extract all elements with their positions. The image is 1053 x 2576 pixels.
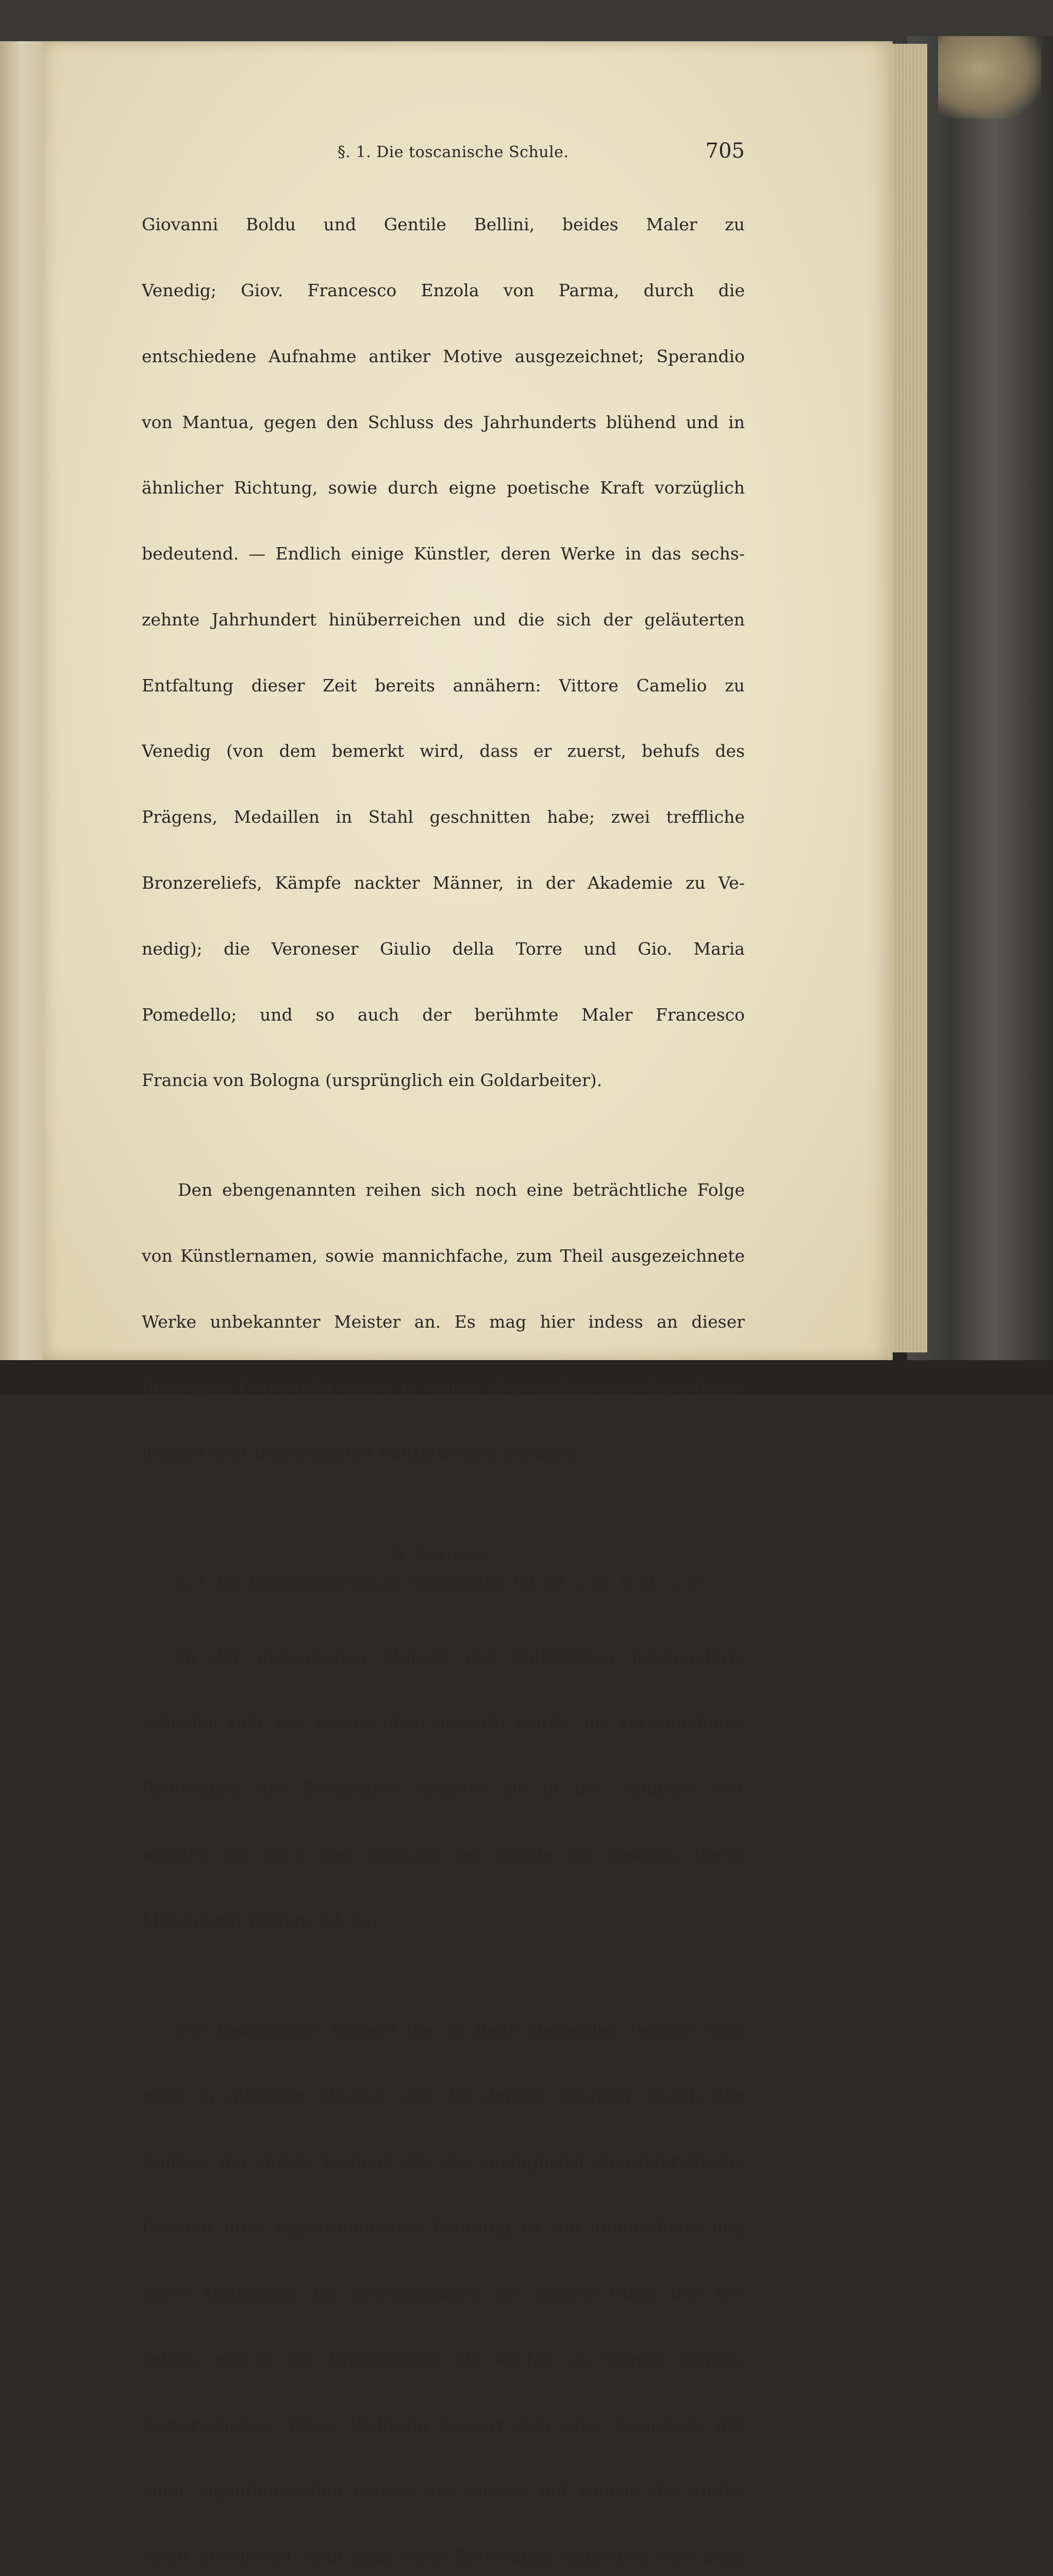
book-cover	[907, 36, 1053, 1360]
text-line: wenden uns auch hier zunächst der Schule von Toscana, deren	[142, 1844, 745, 1865]
text-line: von Mantua, gegen den Schluss des Jahrhunderts blühend und in	[142, 412, 745, 432]
text-line: nicht in gleichem Maasse, wie die dortige Sculptur, durch den	[142, 2086, 745, 2106]
text-line: einer eigenthümlichen Grösse des Sinnes, auf welche die Antike	[142, 2480, 745, 2501]
page-edge-stack	[891, 44, 927, 1352]
text-line: bedeutend. — Endlich einige Künstler, deren Werke in das sechs-	[142, 544, 745, 564]
text-line: Pomedello; und so auch der berühmte Maler Francesco	[142, 1004, 745, 1025]
running-title: §. 1. Die toscanische Schule.	[338, 143, 569, 161]
text-line: Element ihrer eigenthümlichen Richtung ist die unmittelbare und	[142, 2217, 745, 2238]
text-line: ähnlicher Richtung, sowie durch eigne poetische Kraft vorzüglich	[142, 478, 745, 498]
paragraph-4	[142, 1975, 745, 2576]
text-line: Giovanni Boldu und Gentile Bellini, beides Maler zu	[142, 214, 745, 235]
text-line: Mittelpunkt Florenz ist, zu.	[142, 1910, 377, 1930]
text-line: Bronzereliefs, Kämpfe nackter Männer, in der Akademie zu Ve-	[142, 873, 745, 893]
section-heading: B. Malerei.	[391, 1546, 495, 1567]
page-content	[142, 139, 745, 2576]
paragraph-2	[142, 1136, 745, 1509]
text-line: Die toscanische Malerei der in Rede stehenden Periode wird	[178, 2020, 745, 2040]
text-line: zehnte Jahrhundert hinüberreichen und die sich der geläuterten	[142, 609, 745, 630]
page-number: 705	[705, 139, 745, 163]
text-line: Prägens, Medaillen in Stahl geschnitten habe; zwei treffliche	[142, 807, 745, 827]
text-line: Venedig; Giov. Francesco Enzola von Parma, durch die	[142, 280, 745, 300]
text-line: setzen, welche der Erscheinung, als solcher, zu Grunde liegen),	[142, 2349, 745, 2369]
text-line: Einfluss der Antike bedingt. Als das vorzüglichst charakteristische	[142, 2151, 745, 2172]
text-line: von Künstlernamen, sowie mannichfache, zum Theil ausgezeichnete	[142, 1246, 745, 1266]
text-line: flüchtigen Uebersicht eines, in seiner abgeschlossenen Eigenthüm-	[142, 1377, 745, 1398]
text-line: nedig); die Veroneser Giulio della Torre und Gio. Maria	[142, 938, 745, 959]
paragraph-3	[142, 1602, 745, 1975]
text-line: In der italienischen Malerei des fünfzehnten Jahrhunderts	[178, 1647, 745, 1667]
text-line: somit gleichwohl nicht ganz ohne Einwirkung geblieben sein mag;	[142, 2546, 745, 2567]
text-line: Francia von Bologna (ursprünglich ein Goldarbeiter).	[142, 1070, 603, 1091]
running-head	[142, 139, 745, 170]
text-line: scheiden sich, wie bereits oben bemerkt wurde, die verschiedenen	[142, 1713, 745, 1733]
text-line: lichkeit sehr interessanten Kunstzweiges genügen.	[142, 1443, 582, 1464]
text-line: entschiedene Aufnahme antiker Motive ausgezeichnet; Sperandio	[142, 346, 745, 366]
worn-cover-corner	[938, 36, 1041, 118]
text-line: Den ebengenannten reihen sich noch eine beträchtliche Folge	[178, 1180, 745, 1200]
facing-page-edge	[0, 41, 43, 1360]
text-line: Richtungen des Zeitgeistes schärfer als in der Sculptur. Wir	[142, 1778, 745, 1799]
text-line: naive Auffassung der Erscheinungen des Lebens (nach den Ge-	[142, 2283, 745, 2303]
paragraph-1	[142, 170, 745, 1136]
text-line: Entfaltung dieser Zeit bereits annähern: Vittore Camelio zu	[142, 675, 745, 696]
text-line: Venedig (von dem bemerkt wird, dass er zuerst, behufs des	[142, 741, 745, 761]
text-line: hervorzuheben. Diese Richtung äussert sich aber insgemein mit	[142, 2415, 745, 2435]
text-line: Werke unbekannter Meister an. Es mag hier indess an dieser	[142, 1311, 745, 1332]
section-subheading: §. 1. Die toscanische Schule. (Denkmäler Taf. 67 u. 68. D, IV. u. V.)	[179, 1574, 708, 1593]
